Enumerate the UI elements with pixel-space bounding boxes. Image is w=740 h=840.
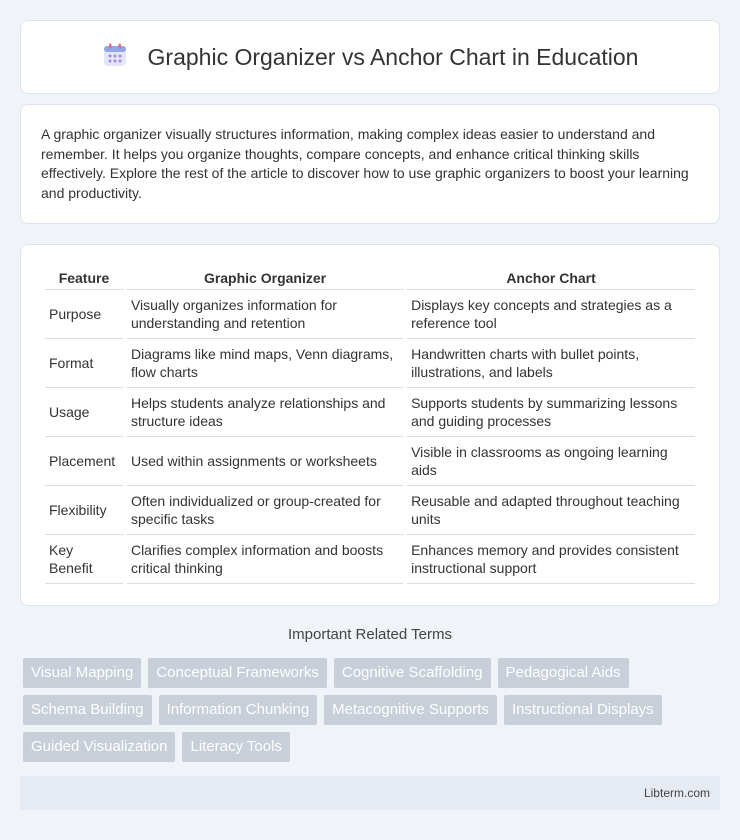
footer	[20, 776, 720, 810]
row-anchor-chart: Visible in classrooms as ongoing learning aids	[407, 437, 695, 486]
row-anchor-chart: Handwritten charts with bullet points, illustrations, and labels	[407, 339, 695, 388]
tag-visual-mapping[interactable]: Visual Mapping	[23, 658, 141, 688]
row-feature: Purpose	[45, 290, 123, 339]
row-feature: Flexibility	[45, 486, 123, 535]
row-feature: Format	[45, 339, 123, 388]
row-anchor-chart: Reusable and adapted throughout teaching units	[407, 486, 695, 535]
table-row	[45, 486, 695, 535]
table-header-row	[45, 267, 695, 290]
tag-cognitive-scaffolding[interactable]: Cognitive Scaffolding	[334, 658, 491, 688]
row-feature: Key Benefit	[45, 535, 123, 584]
row-graphic-organizer: Used within assignments or worksheets	[127, 437, 403, 486]
tag-instructional-displays[interactable]: Instructional Displays	[504, 695, 662, 725]
tag-schema-building[interactable]: Schema Building	[23, 695, 152, 725]
table-row	[45, 388, 695, 437]
title-wrap	[102, 42, 639, 73]
related-terms-tags	[23, 658, 723, 762]
header-anchor-chart: Anchor Chart	[407, 267, 695, 290]
comparison-table-card	[20, 244, 720, 606]
table-row	[45, 437, 695, 486]
row-feature: Usage	[45, 388, 123, 437]
page-title: Graphic Organizer vs Anchor Chart in Education	[147, 43, 639, 70]
header-card	[20, 20, 720, 94]
header-graphic-organizer: Graphic Organizer	[127, 267, 403, 290]
tag-pedagogical-aids[interactable]: Pedagogical Aids	[498, 658, 629, 688]
table-row	[45, 339, 695, 388]
intro-text: A graphic organizer visually structures information, making complex ideas easier to understand and remember. It helps you organize thoughts, compare concepts, and enhance critical thinking skills effectively. Explore the rest of the article to discover how to use graphic organizers to boost your learning and productivity.	[41, 126, 689, 201]
tag-guided-visualization[interactable]: Guided Visualization	[23, 732, 175, 762]
tag-conceptual-frameworks[interactable]: Conceptual Frameworks	[148, 658, 327, 688]
row-feature: Placement	[45, 437, 123, 486]
intro-card	[20, 104, 720, 224]
row-graphic-organizer: Diagrams like mind maps, Venn diagrams, flow charts	[127, 339, 403, 388]
row-anchor-chart: Supports students by summarizing lessons and guiding processes	[407, 388, 695, 437]
related-terms-title: Important Related Terms	[288, 626, 452, 643]
footer-link[interactable]: Libterm.com	[643, 786, 710, 800]
header-feature: Feature	[45, 267, 123, 290]
row-anchor-chart: Enhances memory and provides consistent instructional support	[407, 535, 695, 584]
comparison-table	[41, 267, 699, 584]
row-graphic-organizer: Visually organizes information for understanding and retention	[127, 290, 403, 339]
table-row	[45, 290, 695, 339]
row-graphic-organizer: Helps students analyze relationships and structure ideas	[127, 388, 403, 437]
tag-metacognitive-supports[interactable]: Metacognitive Supports	[324, 695, 497, 725]
tag-literacy-tools[interactable]: Literacy Tools	[182, 732, 289, 762]
row-graphic-organizer: Clarifies complex information and boosts critical thinking	[127, 535, 403, 584]
tag-information-chunking[interactable]: Information Chunking	[159, 695, 318, 725]
calendar-icon	[102, 42, 128, 73]
row-anchor-chart: Displays key concepts and strategies as a reference tool	[407, 290, 695, 339]
table-row	[45, 535, 695, 584]
row-graphic-organizer: Often individualized or group-created for specific tasks	[127, 486, 403, 535]
